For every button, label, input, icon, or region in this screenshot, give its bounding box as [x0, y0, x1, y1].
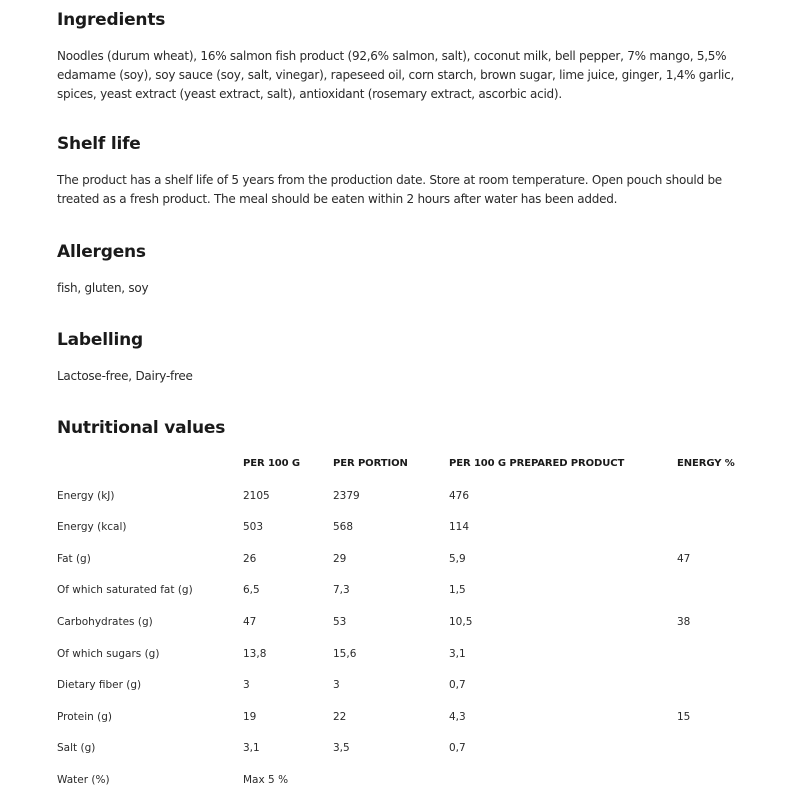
cell-per-portion: 7,3	[333, 584, 350, 596]
shelf-life-line: treated as a fresh product. The meal should be eaten within 2 hours after water has been added.	[57, 192, 618, 206]
column-header-per-100g: PER 100 G	[243, 458, 301, 469]
cell-per-portion: 3,5	[333, 742, 350, 754]
nutrition-heading: Nutritional values	[57, 418, 226, 438]
ingredients-line: spices, yeast extract (yeast extract, salt), antioxidant (rosemary extract, ascorbic acid).	[57, 87, 562, 101]
column-header-per-100g-prepared: PER 100 G PREPARED PRODUCT	[449, 458, 625, 469]
shelf-life-heading: Shelf life	[57, 134, 141, 154]
cell-prepared: 5,9	[449, 553, 466, 565]
cell-per-portion: 29	[333, 553, 347, 565]
cell-energy-percent: 47	[677, 553, 691, 565]
table-row	[57, 774, 757, 790]
cell-per-100g: 26	[243, 553, 257, 565]
allergens-text: fish, gluten, soy	[57, 281, 149, 295]
table-row	[57, 521, 757, 537]
cell-per-100g: 6,5	[243, 584, 260, 596]
labelling-text: Lactose-free, Dairy-free	[57, 369, 193, 383]
shelf-life-line: The product has a shelf life of 5 years from the production date. Store at room temperature. Open pouch should be	[57, 173, 722, 187]
cell-prepared: 1,5	[449, 584, 466, 596]
shelf-life-text	[57, 171, 757, 209]
cell-per-portion: 2379	[333, 490, 360, 502]
row-label: Carbohydrates (g)	[57, 616, 153, 628]
ingredients-line: Noodles (durum wheat), 16% salmon fish product (92,6% salmon, salt), coconut milk, bell pepper, 7% mango, 5,5%	[57, 49, 727, 63]
cell-prepared: 0,7	[449, 742, 466, 754]
cell-prepared: 0,7	[449, 679, 466, 691]
table-row	[57, 616, 757, 632]
cell-per-portion: 53	[333, 616, 347, 628]
row-label: Water (%)	[57, 774, 110, 786]
ingredients-section	[57, 10, 757, 104]
table-row	[57, 584, 757, 600]
cell-energy-percent: 15	[677, 711, 691, 723]
cell-per-portion: 568	[333, 521, 354, 533]
row-label: Protein (g)	[57, 711, 113, 723]
cell-per-100g: 503	[243, 521, 264, 533]
cell-prepared: 476	[449, 490, 470, 502]
column-header-energy-percent: ENERGY %	[677, 458, 735, 469]
table-row	[57, 648, 757, 664]
ingredients-line: edamame (soy), soy sauce (soy, salt, vinegar), rapeseed oil, corn starch, brown sugar, lime juice, ginger, 1,4% garlic,	[57, 68, 735, 82]
cell-prepared: 10,5	[449, 616, 473, 628]
row-label: Salt (g)	[57, 742, 96, 754]
nutrition-table	[57, 458, 757, 798]
labelling-heading: Labelling	[57, 330, 143, 350]
table-row	[57, 742, 757, 758]
cell-prepared: 4,3	[449, 711, 466, 723]
ingredients-text	[57, 47, 757, 104]
allergens-heading: Allergens	[57, 242, 146, 262]
cell-per-portion: 3	[333, 679, 340, 691]
cell-per-100g: 3,1	[243, 742, 260, 754]
table-row	[57, 490, 757, 506]
nutrition-section	[57, 418, 757, 438]
column-header-per-portion: PER PORTION	[333, 458, 408, 469]
cell-per-100g: 3	[243, 679, 250, 691]
table-row	[57, 553, 757, 569]
row-label: Energy (kcal)	[57, 521, 127, 533]
cell-per-portion: 22	[333, 711, 347, 723]
cell-prepared: 3,1	[449, 648, 466, 660]
cell-per-100g: 19	[243, 711, 257, 723]
table-row	[57, 679, 757, 695]
nutrition-header-row	[57, 458, 757, 474]
row-label: Of which saturated fat (g)	[57, 584, 193, 596]
cell-per-100g: 2105	[243, 490, 270, 502]
row-label: Of which sugars (g)	[57, 648, 160, 660]
cell-per-100g: Max 5 %	[243, 774, 289, 786]
row-label: Energy (kJ)	[57, 490, 115, 502]
cell-per-100g: 47	[243, 616, 257, 628]
row-label: Fat (g)	[57, 553, 91, 565]
cell-prepared: 114	[449, 521, 470, 533]
cell-per-portion: 15,6	[333, 648, 357, 660]
shelf-life-section	[57, 134, 757, 209]
allergens-section	[57, 242, 757, 298]
cell-per-100g: 13,8	[243, 648, 267, 660]
row-label: Dietary fiber (g)	[57, 679, 142, 691]
table-row	[57, 711, 757, 727]
cell-energy-percent: 38	[677, 616, 691, 628]
ingredients-heading: Ingredients	[57, 10, 166, 30]
labelling-section	[57, 330, 757, 386]
